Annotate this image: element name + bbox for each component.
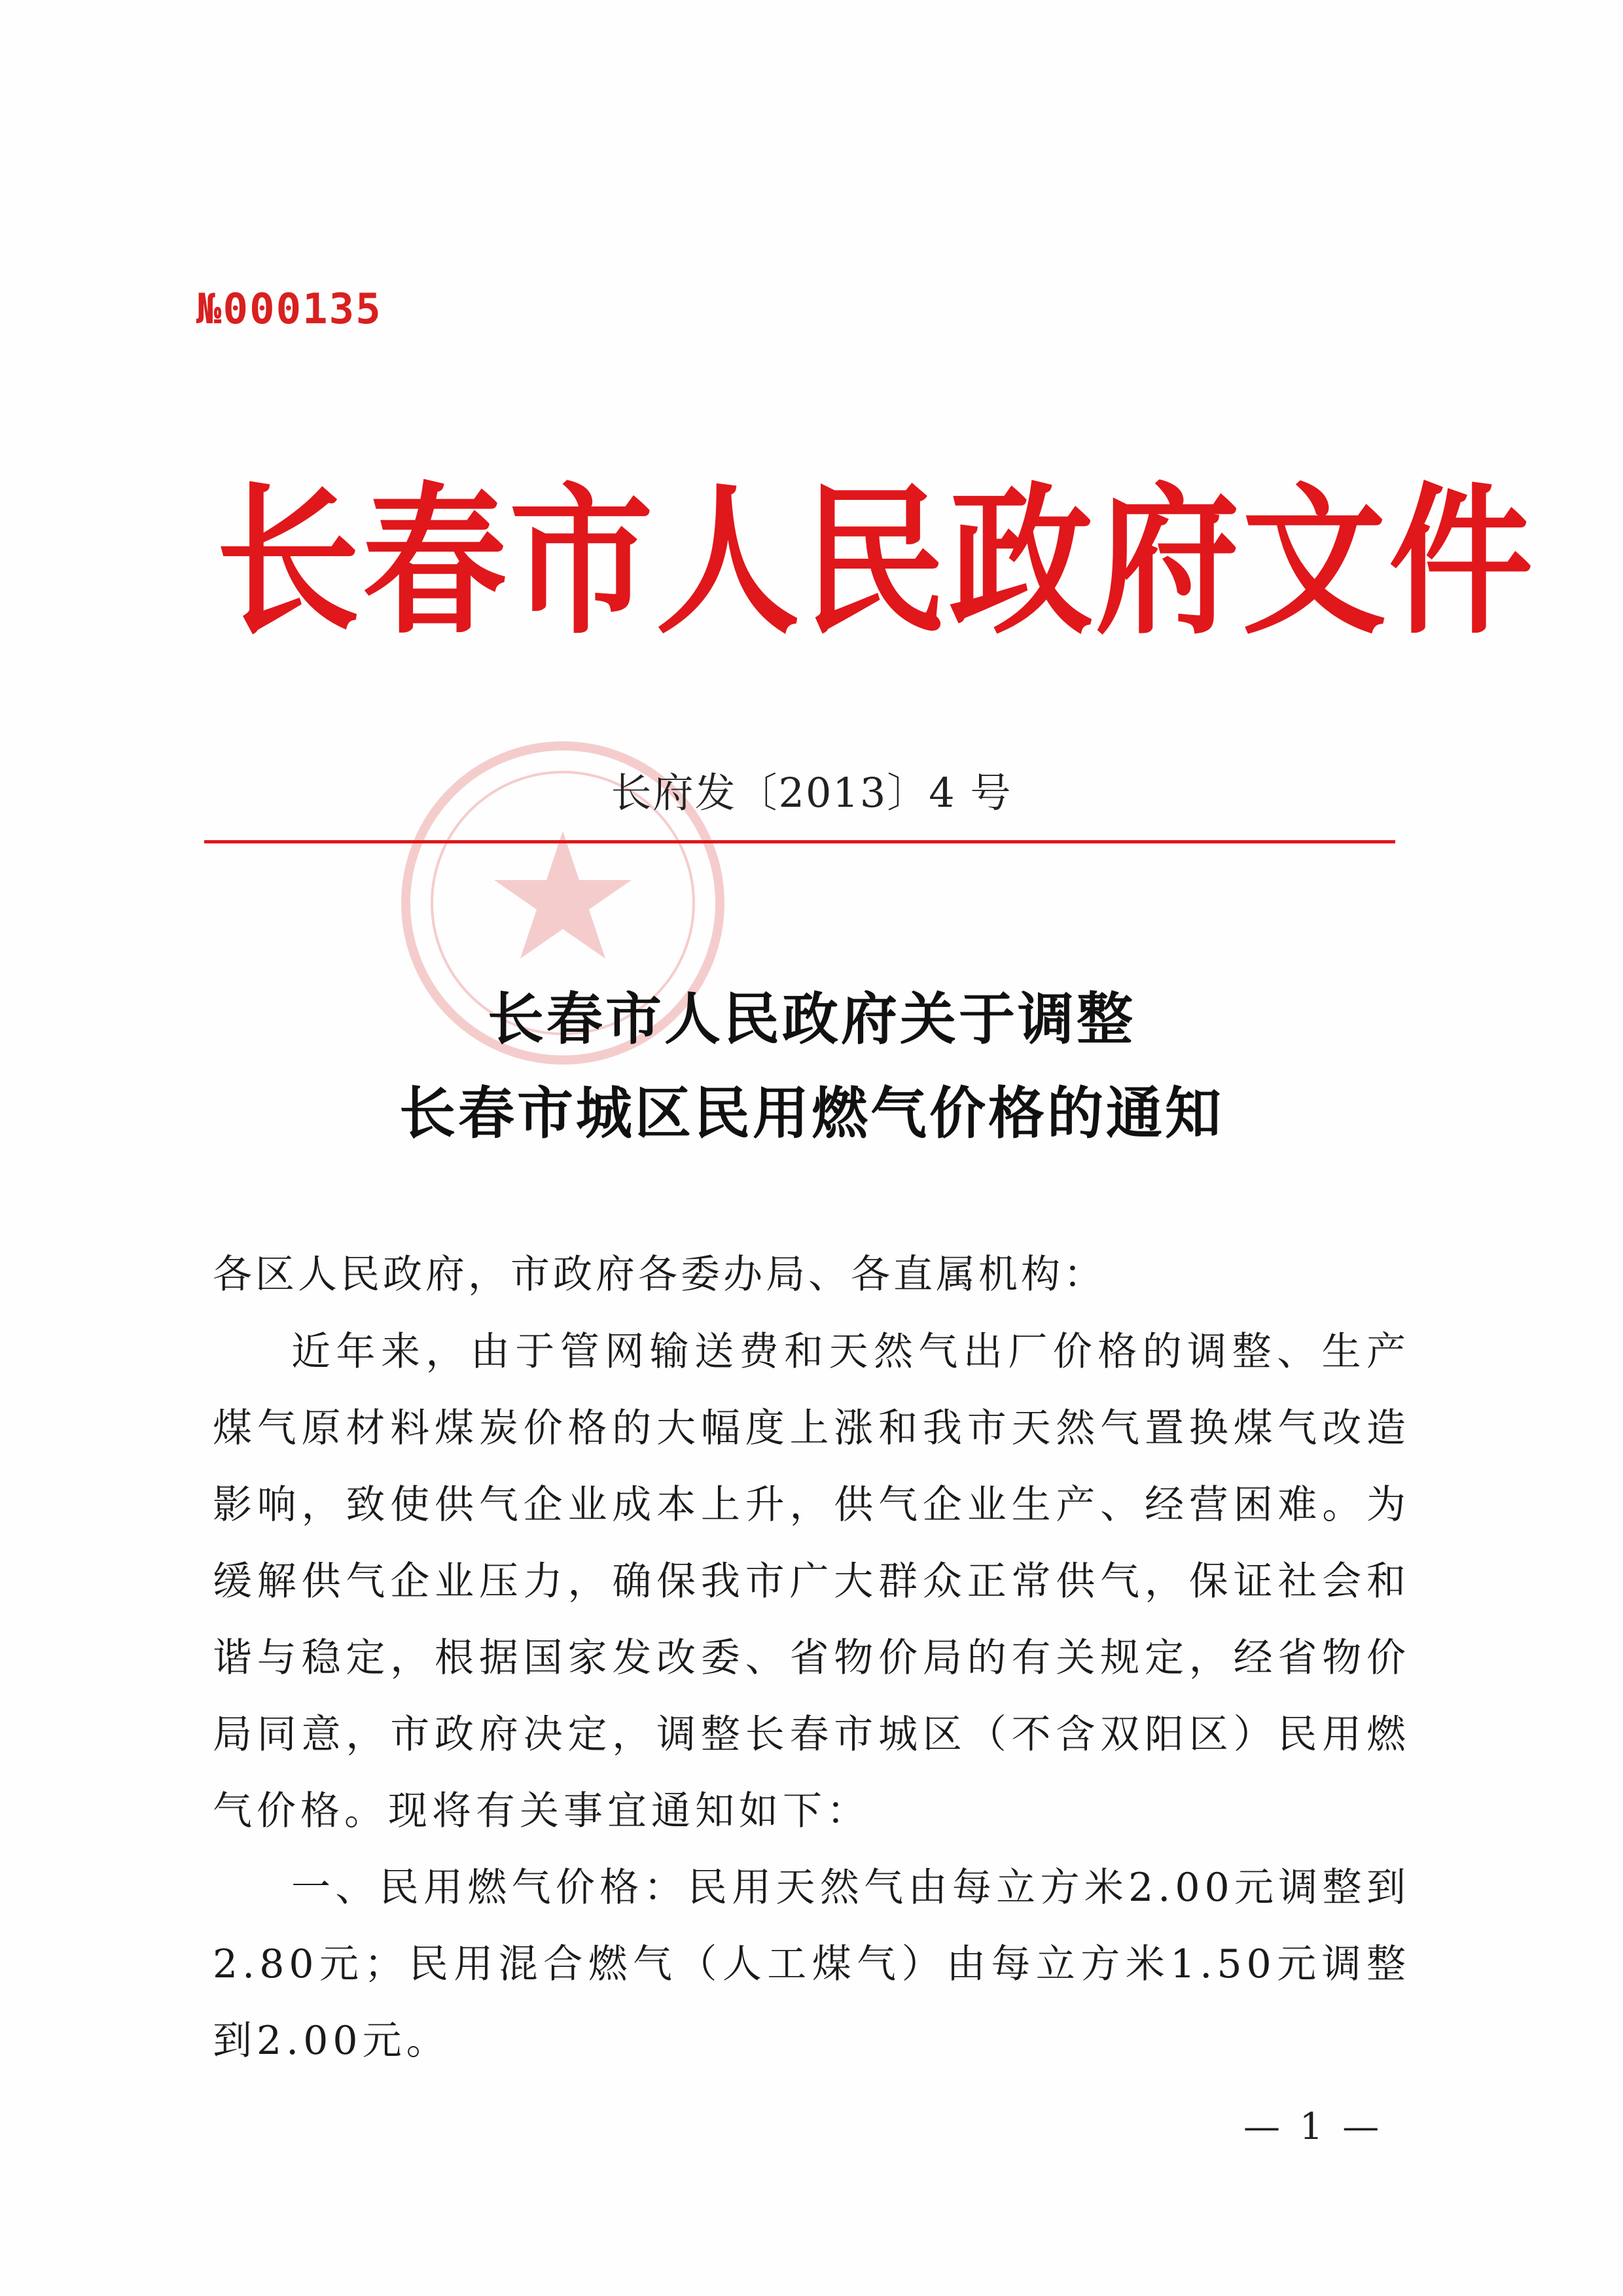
red-divider-line bbox=[204, 840, 1395, 843]
salutation: 各区人民政府，市政府各委办局、各直属机构： bbox=[213, 1252, 1106, 1298]
body-paragraph-1: 近年来，由于管网输送费和天然气出厂价格的调整、生产煤气原材料煤炭价格的大幅度上涨和我市天然气置换煤气改造影响，致使供气企业成本上升，供气企业生产、经营困难。为缓解供气企业压力，确保我市广大群众正常供气，保证社会和谐与稳定，根据国家发改委、省物价局的有关规定，经省物价局同意，市政府决定，调整长春市城区（不含双阳区）民用燃气价格。现将有关事宜通知如下： bbox=[213, 1329, 1410, 1834]
serial-number: №000135 bbox=[196, 285, 382, 334]
notice-title-line-1: 长春市人民政府关于调整 bbox=[488, 986, 1135, 1052]
page-number: — 1 — bbox=[1243, 2106, 1383, 2148]
notice-title-line-2: 长春市城区民用燃气价格的通知 bbox=[399, 1080, 1224, 1146]
body-text bbox=[213, 1314, 1410, 2079]
masthead: 长春市人民政府文件 bbox=[216, 466, 1536, 656]
document-number: 长府发〔2013〕4 号 bbox=[611, 769, 1012, 817]
body-paragraph-2: 一、民用燃气价格：民用天然气由每立方米2.00元调整到2.80元；民用混合燃气（人工煤气）由每立方米1.50元调整到2.00元。 bbox=[213, 1865, 1410, 2064]
